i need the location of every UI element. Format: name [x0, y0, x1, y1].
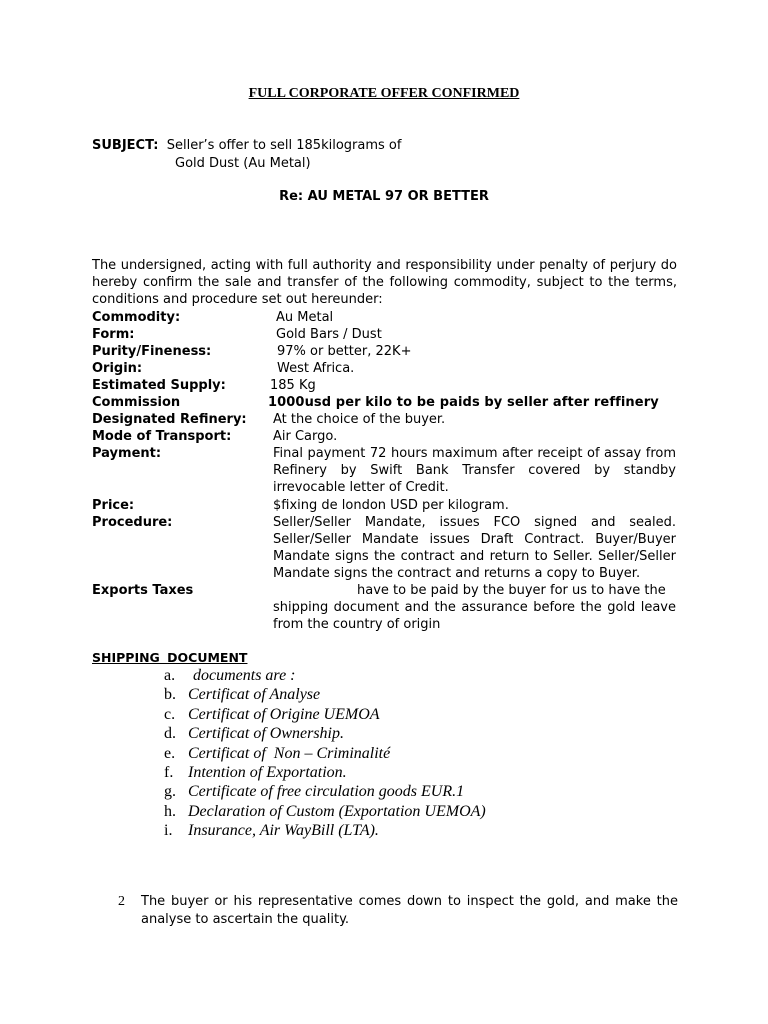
list-text: Insurance, Air WayBill (LTA).	[188, 822, 379, 840]
note-text: The buyer or his representative comes down to inspect the gold, and make the analyse to ascertain the quality.	[141, 894, 678, 927]
field-label-transport: Mode of Transport:	[92, 429, 232, 444]
field-value-origin: West Africa.	[277, 361, 355, 376]
subject-line-1: Seller’s offer to sell 185kilograms of	[166, 138, 402, 153]
list-text: Certificat of Non – Criminalité	[188, 744, 391, 762]
field-value-taxes-first: have to be paid by the buyer for us to have the	[357, 583, 666, 598]
field-label-refinery: Designated Refinery:	[92, 412, 247, 427]
field-label-commission: Commission	[92, 395, 181, 410]
field-value-payment: Final payment 72 hours maximum after receipt of assay from Refinery by Swift Bank Transfer covered by standby irrevocable letter of Credit.	[273, 446, 676, 495]
list-item	[164, 782, 486, 801]
field-value-commission: 1000usd per kilo to be paids by seller after reffinery	[268, 395, 659, 410]
field-value-form: Gold Bars / Dust	[276, 327, 382, 342]
field-label-payment: Payment:	[92, 446, 162, 461]
list-letter: c.	[164, 705, 176, 723]
list-item	[164, 763, 486, 782]
field-value-commodity: Au Metal	[276, 310, 334, 325]
document-title: FULL CORPORATE OFFER CONFIRMED	[248, 86, 520, 101]
field-value-refinery: At the choice of the buyer.	[273, 412, 446, 427]
list-letter: e.	[164, 744, 176, 762]
field-label-commodity: Commodity:	[92, 310, 181, 325]
field-label-supply: Estimated Supply:	[92, 378, 226, 393]
field-label-form: Form:	[92, 327, 135, 342]
field-label-origin: Origin:	[92, 361, 143, 376]
field-label-price: Price:	[92, 498, 135, 513]
field-value-supply: 185 Kg	[270, 378, 316, 393]
list-text: Certificat of Ownership.	[188, 725, 344, 743]
list-text: Certificat of Analyse	[188, 686, 321, 704]
field-label-purity: Purity/Fineness:	[92, 344, 212, 359]
list-letter: d.	[164, 725, 176, 743]
numbered-note	[118, 893, 678, 929]
list-letter: b.	[164, 686, 176, 704]
field-value-taxes-rest: shipping document and the assurance before the gold leave from the country of origin	[273, 600, 676, 632]
subject-block	[92, 137, 401, 173]
list-text: Declaration of Custom (Exportation UEMOA)	[188, 802, 486, 820]
note-number: 2	[118, 894, 125, 909]
list-letter: g.	[164, 783, 176, 801]
intro-paragraph: The undersigned, acting with full authority and responsibility under penalty of perjury do hereby confirm the sale and transfer of the following commodity, subject to the terms, conditions and procedure set out hereunder:	[92, 258, 677, 307]
subject-label: SUBJECT:	[92, 138, 159, 153]
list-letter: f.	[164, 764, 174, 782]
shipping-document-list	[164, 666, 486, 841]
list-letter: i.	[164, 822, 173, 840]
list-item	[164, 724, 486, 743]
list-text: Certificat of Origine UEMOA	[188, 705, 380, 723]
list-item	[164, 821, 486, 840]
field-label-taxes: Exports Taxes	[92, 583, 194, 598]
list-text: Intention of Exportation.	[188, 764, 347, 782]
list-text: Certificate of free circulation goods EUR.1	[188, 783, 465, 801]
list-item	[164, 744, 486, 763]
reference-line: Re: AU METAL 97 OR BETTER	[279, 189, 489, 204]
shipping-document-heading: SHIPPING DOCUMENT	[92, 650, 248, 665]
field-label-procedure: Procedure:	[92, 515, 173, 530]
subject-line-2: Gold Dust (Au Metal)	[175, 156, 311, 171]
list-item	[164, 705, 486, 724]
list-item	[164, 802, 486, 821]
list-letter: a.	[164, 667, 176, 684]
field-value-procedure: Seller/Seller Mandate, issues FCO signed and sealed. Seller/Seller Mandate issues Draft Contract. Buyer/Buyer Mandate signs the contract and return to Seller. Seller/Seller Mandate signs the contract and returns a copy to Buyer.	[273, 515, 676, 581]
field-value-transport: Air Cargo.	[273, 429, 338, 444]
list-letter: h.	[164, 802, 176, 820]
field-value-purity: 97% or better, 22K+	[277, 344, 412, 359]
list-item	[164, 685, 486, 704]
list-item	[164, 666, 486, 685]
list-text: documents are :	[193, 667, 296, 684]
field-value-price: $fixing de london USD per kilogram.	[273, 498, 509, 513]
